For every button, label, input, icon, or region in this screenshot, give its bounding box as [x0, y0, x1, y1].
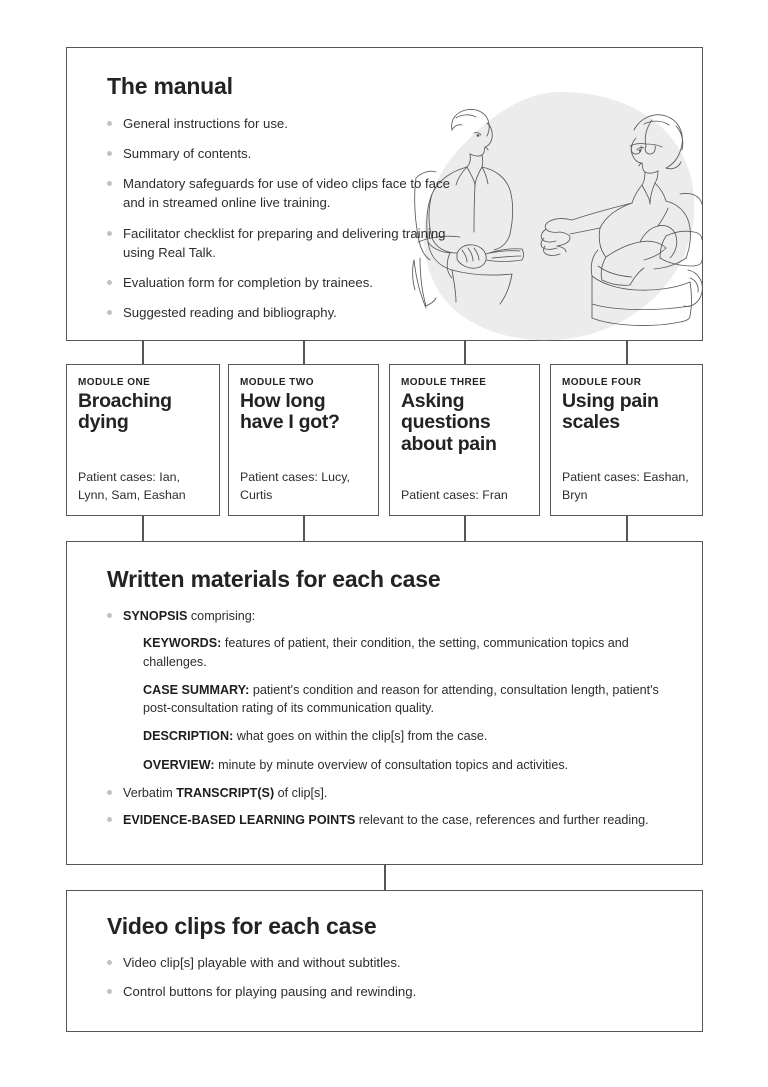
synopsis-label: SYNOPSIS	[123, 609, 188, 623]
list-item: Video clip[s] playable with and without subtitles.	[107, 953, 674, 972]
learning-points-label: EVIDENCE-BASED LEARNING POINTS	[123, 813, 356, 827]
list-item-synopsis	[107, 607, 674, 774]
case-summary-text: patient's condition and reason for attending, consultation length, patient's post-consultation rating of its communication quality.	[143, 682, 659, 715]
module-box-three	[389, 364, 540, 516]
manual-section-box	[66, 47, 703, 341]
module-two-cases: Patient cases: Lucy, Curtis	[240, 470, 350, 503]
module-box-four	[550, 364, 703, 516]
keywords-label: KEYWORDS:	[143, 636, 222, 651]
manual-bullet-list	[107, 114, 467, 322]
synopsis-rest: comprising:	[187, 609, 256, 623]
connector-module-1-to-written	[142, 516, 144, 541]
list-item-case-summary	[143, 681, 674, 718]
manual-content	[107, 73, 467, 333]
video-clips-section-box	[66, 890, 703, 1032]
manual-title: The manual	[107, 73, 233, 99]
module-three-header	[401, 377, 531, 455]
module-three-cases: Patient cases: Fran	[401, 488, 508, 503]
list-item: Evaluation form for completion by trainees.	[107, 273, 467, 292]
list-item: Control buttons for playing pausing and rewinding.	[107, 982, 674, 1001]
connector-manual-to-module-2	[303, 341, 305, 364]
module-one-cases: Patient cases: Ian, Lynn, Sam, Eashan	[78, 470, 186, 503]
description-text: what goes on within the clip[s] from the case.	[233, 729, 488, 744]
transcript-label: TRANSCRIPT(S)	[176, 785, 275, 800]
module-one-kicker: MODULE ONE	[78, 377, 151, 388]
learning-points-suffix: relevant to the case, references and further reading.	[355, 813, 649, 827]
keywords-text: features of patient, their condition, the setting, communication topics and challenges.	[143, 636, 629, 669]
module-four-kicker: MODULE FOUR	[562, 377, 642, 388]
module-two-kicker: MODULE TWO	[240, 377, 314, 388]
transcript-suffix: of clip[s].	[274, 785, 328, 800]
connector-module-2-to-written	[303, 516, 305, 541]
module-three-kicker: MODULE THREE	[401, 377, 487, 388]
module-box-two	[228, 364, 379, 516]
list-item: Facilitator checklist for preparing and delivering training using Real Talk.	[107, 224, 467, 262]
connector-manual-to-module-4	[626, 341, 628, 364]
list-item: Suggested reading and bibliography.	[107, 303, 467, 322]
written-materials-title: Written materials for each case	[107, 566, 441, 592]
written-materials-content	[107, 566, 674, 838]
module-box-one	[66, 364, 220, 516]
list-item-description	[143, 727, 674, 745]
video-clips-content	[107, 913, 674, 1011]
connector-manual-to-module-1	[142, 341, 144, 364]
list-item: Summary of contents.	[107, 144, 467, 163]
module-two-header	[240, 377, 370, 434]
video-clips-list	[107, 953, 674, 1001]
connector-written-to-video	[384, 865, 386, 890]
written-materials-list	[107, 607, 674, 829]
case-summary-label: CASE SUMMARY:	[143, 682, 250, 697]
module-four-cases: Patient cases: Eashan, Bryn	[562, 470, 689, 503]
overview-label: OVERVIEW:	[143, 757, 215, 772]
transcript-prefix: Verbatim	[123, 785, 177, 800]
list-item-overview	[143, 756, 674, 774]
list-item-transcript	[107, 784, 674, 802]
module-one-header	[78, 377, 211, 434]
list-item: Mandatory safeguards for use of video clips face to face and in streamed online live training.	[107, 174, 467, 212]
connector-manual-to-module-3	[464, 341, 466, 364]
list-item-keywords	[143, 634, 674, 671]
video-clips-title: Video clips for each case	[107, 913, 377, 939]
list-item: General instructions for use.	[107, 114, 467, 133]
list-item-learning-points	[107, 811, 674, 829]
written-materials-section-box	[66, 541, 703, 865]
overview-text: minute by minute overview of consultation topics and activities.	[214, 757, 569, 772]
connector-module-4-to-written	[626, 516, 628, 541]
module-one-title: Broaching dying	[78, 390, 172, 434]
module-three-title: Asking questions about pain	[401, 390, 497, 455]
connector-module-3-to-written	[464, 516, 466, 541]
module-two-title: How long have I got?	[240, 390, 340, 434]
synopsis-sub-list	[123, 634, 674, 774]
module-four-header	[562, 377, 694, 434]
description-label: DESCRIPTION:	[143, 729, 234, 744]
module-four-title: Using pain scales	[562, 390, 659, 434]
